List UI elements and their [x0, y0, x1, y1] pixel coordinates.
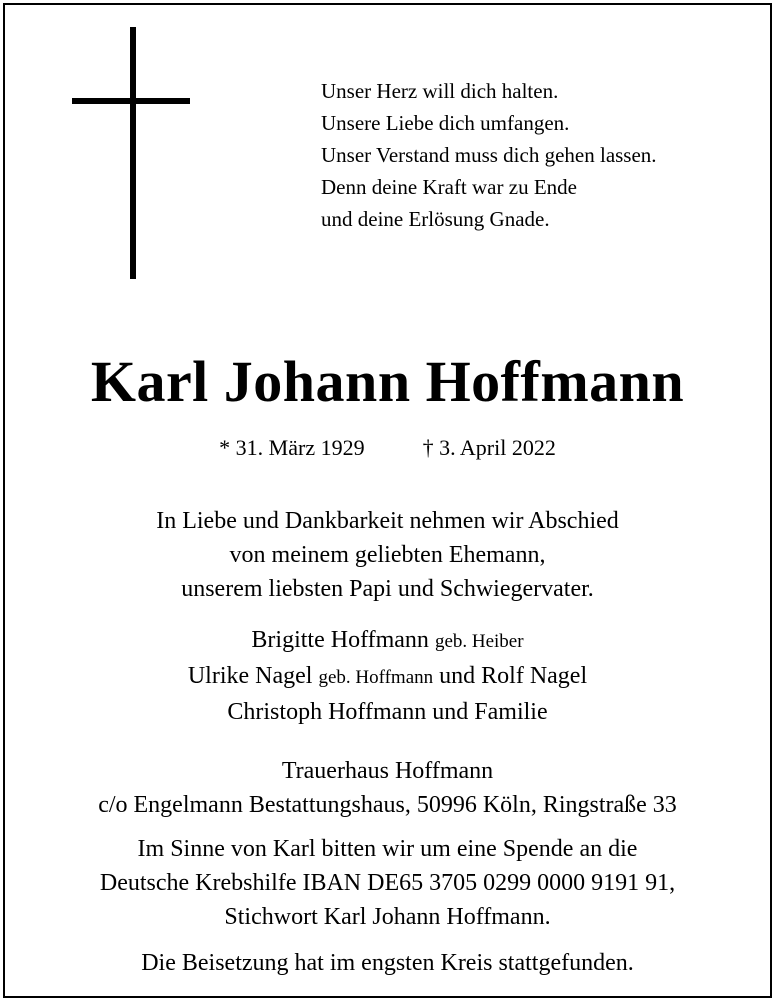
- obituary-notice: [3, 3, 772, 998]
- mourning-address: [5, 754, 770, 822]
- farewell-line: von meinem geliebten Ehemann,: [229, 542, 546, 568]
- donation-request: [5, 832, 770, 934]
- poem-line: Unser Herz will dich halten.: [321, 79, 559, 103]
- farewell-text: [5, 504, 770, 606]
- address-line: Trauerhaus Hoffmann: [281, 758, 494, 784]
- donation-line: Deutsche Krebshilfe IBAN DE65 3705 0299 0000 9191 91,: [99, 870, 676, 896]
- address-line: c/o Engelmann Bestattungshaus, 50996 Köln, Ringstraße 33: [98, 792, 677, 818]
- cross-vertical-bar: [130, 27, 136, 279]
- birth-date: * 31. März 1929: [219, 435, 365, 460]
- mourners-list: [5, 623, 770, 729]
- cross-horizontal-bar: [72, 98, 190, 104]
- memorial-poem: [321, 75, 657, 235]
- poem-line: Denn deine Kraft war zu Ende: [321, 175, 577, 199]
- farewell-line: In Liebe und Dankbarkeit nehmen wir Abschied: [156, 508, 619, 534]
- poem-line: und deine Erlösung Gnade.: [321, 207, 550, 231]
- funeral-note: Die Beisetzung hat im engsten Kreis stattgefunden.: [141, 950, 634, 976]
- mourner-line: [5, 659, 770, 695]
- maiden-name: geb. Heiber: [434, 631, 524, 652]
- life-dates: [5, 433, 770, 463]
- donation-line: Im Sinne von Karl bitten wir um eine Spende an die: [137, 836, 638, 862]
- mourner-line: Christoph Hoffmann und Familie: [227, 699, 548, 725]
- poem-line: Unser Verstand muss dich gehen lassen.: [321, 143, 657, 167]
- death-date: † 3. April 2022: [422, 435, 556, 460]
- mourner-name: Ulrike Nagel: [187, 663, 313, 689]
- deceased-name: Karl Johann Hoffmann: [90, 349, 685, 414]
- farewell-line: unserem liebsten Papi und Schwiegervater.: [181, 576, 594, 602]
- poem-line: Unsere Liebe dich umfangen.: [321, 111, 570, 135]
- maiden-name: geb. Hoffmann: [318, 667, 434, 688]
- mourner-partner: und Rolf Nagel: [439, 663, 588, 689]
- donation-line: Stichwort Karl Johann Hoffmann.: [224, 904, 551, 930]
- mourner-name: Brigitte Hoffmann: [251, 627, 429, 653]
- mourner-line: [5, 623, 770, 659]
